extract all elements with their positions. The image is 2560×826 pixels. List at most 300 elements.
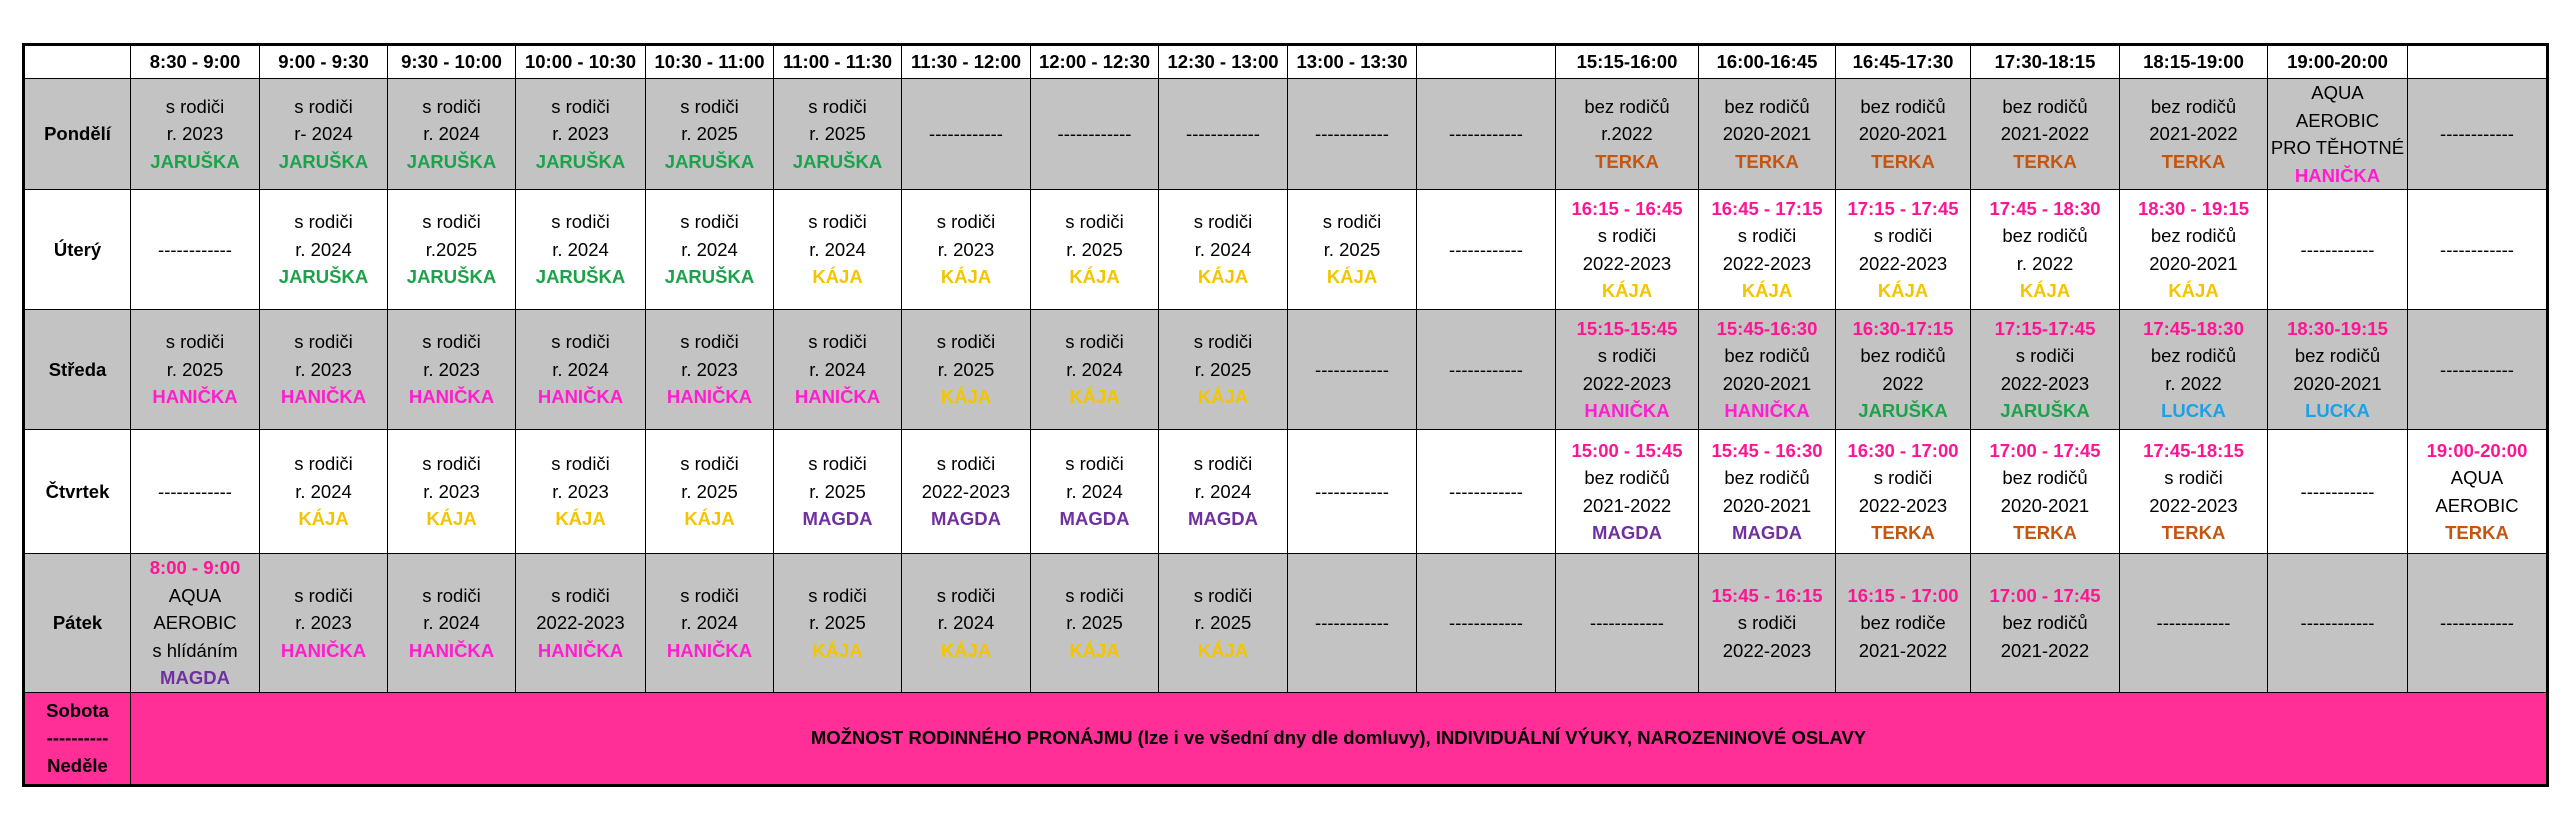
lesson-text: bez rodičů bbox=[1584, 467, 1670, 488]
lesson-text: s rodiči bbox=[808, 331, 867, 353]
lesson-time: 16:30-17:15 bbox=[1852, 317, 1954, 339]
lesson-cell bbox=[388, 79, 516, 190]
time-slot-header: 12:00 - 12:30 bbox=[1031, 45, 1159, 79]
instructor-name: HANIČKA bbox=[2294, 164, 2381, 186]
lesson-cell bbox=[516, 190, 646, 310]
lesson-text: r. 2025 bbox=[809, 123, 866, 145]
lesson-cell bbox=[2268, 79, 2408, 190]
lesson-cell bbox=[1971, 310, 2120, 430]
day-label: Středa bbox=[24, 310, 131, 430]
lesson-text: 2022-2023 bbox=[1582, 372, 1672, 394]
lesson-text: 2022-2023 bbox=[1722, 252, 1812, 274]
lesson-text: s rodiči bbox=[422, 95, 481, 117]
instructor-name: HANIČKA bbox=[1584, 400, 1670, 421]
instructor-name: TERKA bbox=[2013, 150, 2077, 172]
lesson-cell bbox=[260, 430, 388, 554]
lesson-cell bbox=[131, 430, 260, 554]
lesson-text: AQUA bbox=[2311, 82, 2364, 103]
lesson-time: 16:45 - 17:15 bbox=[1711, 197, 1823, 219]
lesson-cell bbox=[2120, 79, 2268, 190]
time-header-row bbox=[24, 45, 2548, 79]
lesson-cell bbox=[2268, 190, 2408, 310]
day-row bbox=[24, 430, 2548, 554]
lesson-text: s rodiči bbox=[1065, 453, 1124, 475]
instructor-name: KÁJA bbox=[1197, 386, 1249, 408]
day-label: Čtvrtek bbox=[24, 430, 131, 554]
time-slot-header: 9:00 - 9:30 bbox=[260, 45, 388, 79]
lesson-cell bbox=[1699, 430, 1836, 554]
lesson-text: ------------ bbox=[1449, 612, 1523, 633]
lesson-cell bbox=[1417, 554, 1556, 693]
lesson-time: 17:45 - 18:30 bbox=[1989, 197, 2101, 219]
lesson-cell bbox=[516, 430, 646, 554]
lesson-text: 2020-2021 bbox=[1722, 372, 1812, 394]
lesson-text: r. 2025 bbox=[1066, 238, 1123, 260]
lesson-text: s rodiči bbox=[165, 95, 225, 117]
lesson-time: 15:45 - 16:30 bbox=[1711, 439, 1823, 461]
lesson-cell bbox=[1971, 430, 2120, 554]
lesson-text: 2022-2023 bbox=[2000, 372, 2090, 394]
lesson-time: 16:15 - 16:45 bbox=[1571, 197, 1683, 219]
lesson-cell bbox=[1836, 554, 1971, 693]
lesson-cell bbox=[516, 310, 646, 430]
lesson-text: r. 2022 bbox=[2016, 252, 2074, 274]
lesson-cell bbox=[1031, 554, 1159, 693]
instructor-name: KÁJA bbox=[812, 639, 863, 661]
day-label: Pátek bbox=[24, 554, 131, 693]
lesson-text: s rodiči bbox=[936, 211, 996, 233]
lesson-text: bez rodičů bbox=[2150, 95, 2237, 117]
lesson-text: 2020-2021 bbox=[1722, 123, 1812, 145]
lesson-time: 19:00-20:00 bbox=[2426, 439, 2528, 461]
lesson-cell bbox=[1556, 554, 1699, 693]
day-row bbox=[24, 310, 2548, 430]
lesson-text: r. 2024 bbox=[809, 238, 866, 260]
lesson-text: ------------ bbox=[1057, 123, 1132, 145]
lesson-text: PRO TĚHOTNÉ bbox=[2270, 137, 2405, 158]
lesson-text: bez rodičů bbox=[2150, 225, 2237, 246]
lesson-cell bbox=[1699, 310, 1836, 430]
day-row bbox=[24, 554, 2548, 693]
lesson-cell bbox=[1836, 430, 1971, 554]
lesson-cell bbox=[774, 430, 902, 554]
lesson-cell bbox=[2120, 310, 2268, 430]
lesson-time: 16:15 - 17:00 bbox=[1847, 584, 1959, 606]
instructor-name: JARUŠKA bbox=[406, 150, 497, 172]
lesson-text: AEROBIC bbox=[2435, 494, 2519, 516]
lesson-text: ------------ bbox=[1449, 123, 1523, 145]
lesson-text: ------------ bbox=[1186, 123, 1260, 145]
day-row bbox=[24, 79, 2548, 190]
lesson-cell bbox=[131, 554, 260, 693]
lesson-cell bbox=[2408, 79, 2548, 190]
time-slot-header: 11:30 - 12:00 bbox=[902, 45, 1031, 79]
lesson-text: s rodiči bbox=[808, 95, 867, 117]
weekend-message: MOŽNOST RODINNÉHO PRONÁJMU (lze i ve všední dny dle domluvy), INDIVIDUÁLNÍ VÝUKY, NAROZENINOVÉ OSLAVY bbox=[131, 692, 2548, 785]
lesson-cell bbox=[1288, 430, 1417, 554]
instructor-name: HANIČKA bbox=[408, 639, 495, 661]
instructor-name: MAGDA bbox=[802, 508, 873, 530]
lesson-text: ------------ bbox=[1449, 480, 1523, 502]
lesson-cell bbox=[131, 79, 260, 190]
time-slot-header: 10:30 - 11:00 bbox=[646, 45, 774, 79]
lesson-time: 17:15 - 17:45 bbox=[1847, 197, 1959, 219]
instructor-name: TERKA bbox=[2161, 150, 2226, 172]
instructor-name: HANIČKA bbox=[666, 639, 753, 661]
instructor-name: TERKA bbox=[1595, 150, 1659, 172]
lesson-cell bbox=[131, 190, 260, 310]
lesson-cell bbox=[260, 190, 388, 310]
time-slot-header: 9:30 - 10:00 bbox=[388, 45, 516, 79]
time-slot-header bbox=[24, 45, 131, 79]
lesson-cell bbox=[902, 310, 1031, 430]
lesson-text: s rodiči bbox=[1193, 331, 1253, 353]
instructor-name: KÁJA bbox=[1741, 280, 1793, 301]
instructor-name: JARUŠKA bbox=[2000, 400, 2090, 421]
lesson-cell bbox=[1556, 310, 1699, 430]
instructor-name: KÁJA bbox=[2168, 280, 2219, 301]
instructor-name: TERKA bbox=[1735, 150, 1799, 172]
lesson-cell bbox=[902, 79, 1031, 190]
lesson-text: s rodiči bbox=[1193, 584, 1253, 606]
day-label: Pondělí bbox=[24, 79, 131, 190]
lesson-text: s rodiči bbox=[1873, 467, 1933, 488]
lesson-text: r. 2024 bbox=[1194, 238, 1252, 260]
time-slot-header: 18:15-19:00 bbox=[2120, 45, 2268, 79]
lesson-cell bbox=[774, 190, 902, 310]
lesson-text: 2020-2021 bbox=[1722, 494, 1812, 516]
lesson-text: ------------ bbox=[1315, 612, 1389, 633]
time-slot-header: 11:00 - 11:30 bbox=[774, 45, 902, 79]
instructor-name: TERKA bbox=[2161, 522, 2226, 543]
instructor-name: JARUŠKA bbox=[535, 266, 626, 288]
lesson-cell bbox=[774, 310, 902, 430]
time-slot-header bbox=[1417, 45, 1556, 79]
lesson-text: s rodiči bbox=[808, 584, 867, 606]
instructor-name: KÁJA bbox=[1197, 266, 1249, 288]
time-slot-header: 16:00-16:45 bbox=[1699, 45, 1836, 79]
lesson-cell bbox=[1556, 190, 1699, 310]
instructor-name: HANIČKA bbox=[666, 386, 753, 408]
lesson-text: r. 2023 bbox=[166, 123, 224, 145]
lesson-text: s rodiči bbox=[680, 453, 739, 475]
instructor-name: KÁJA bbox=[940, 639, 992, 661]
lesson-cell bbox=[1699, 190, 1836, 310]
lesson-cell bbox=[2120, 430, 2268, 554]
lesson-text: ------------ bbox=[1315, 123, 1389, 145]
lesson-cell bbox=[1417, 310, 1556, 430]
lesson-text: r. 2024 bbox=[552, 238, 609, 260]
instructor-name: HANIČKA bbox=[280, 639, 367, 661]
lesson-text: s rodiči bbox=[1597, 345, 1657, 366]
instructor-name: KÁJA bbox=[940, 386, 992, 408]
lesson-text: 2022-2023 bbox=[536, 612, 625, 633]
weekend-day-text: Neděle bbox=[47, 754, 108, 776]
lesson-text: bez rodičů bbox=[2150, 345, 2237, 366]
lesson-text: bez rodičů bbox=[1724, 467, 1810, 488]
lesson-text: r. 2025 bbox=[681, 480, 738, 502]
lesson-text: r. 2025 bbox=[1323, 238, 1381, 260]
lesson-cell bbox=[2268, 554, 2408, 693]
lesson-text: s rodiči bbox=[422, 331, 481, 353]
instructor-name: MAGDA bbox=[1188, 508, 1258, 530]
lesson-cell bbox=[646, 79, 774, 190]
time-slot-header: 8:30 - 9:00 bbox=[131, 45, 260, 79]
instructor-name: HANIČKA bbox=[280, 386, 367, 408]
instructor-name: KÁJA bbox=[1197, 639, 1249, 661]
lesson-text: 2021-2022 bbox=[1582, 494, 1672, 516]
lesson-cell bbox=[1699, 79, 1836, 190]
lesson-cell bbox=[2120, 190, 2268, 310]
lesson-cell bbox=[388, 310, 516, 430]
lesson-cell bbox=[2268, 310, 2408, 430]
lesson-text: r. 2023 bbox=[552, 480, 609, 502]
instructor-name: KÁJA bbox=[555, 508, 606, 530]
instructor-name: JARUŠKA bbox=[278, 150, 369, 172]
lesson-text: bez rodičů bbox=[1584, 95, 1670, 117]
lesson-text: r. 2024 bbox=[295, 238, 352, 260]
lesson-text: s rodiči bbox=[1322, 211, 1382, 233]
time-slot-header: 10:00 - 10:30 bbox=[516, 45, 646, 79]
lesson-cell bbox=[1031, 430, 1159, 554]
lesson-text: s rodiči bbox=[680, 584, 739, 606]
instructor-name: JARUŠKA bbox=[1858, 400, 1948, 421]
lesson-cell bbox=[2408, 554, 2548, 693]
lesson-cell bbox=[774, 554, 902, 693]
lesson-time: 18:30 - 19:15 bbox=[2137, 197, 2250, 219]
instructor-name: KÁJA bbox=[298, 508, 349, 530]
lesson-text: r. 2022 bbox=[2165, 372, 2222, 394]
lesson-cell bbox=[1836, 310, 1971, 430]
lesson-text: r. 2024 bbox=[423, 123, 480, 145]
lesson-time: 17:45-18:15 bbox=[2143, 439, 2244, 461]
lesson-text: r. 2024 bbox=[1066, 480, 1123, 502]
lesson-text: 2021-2022 bbox=[2000, 123, 2090, 145]
lesson-text: s rodiči bbox=[2164, 467, 2223, 488]
lesson-cell bbox=[1836, 79, 1971, 190]
lesson-cell bbox=[1159, 430, 1288, 554]
lesson-text: s rodiči bbox=[1065, 331, 1124, 353]
instructor-name: HANIČKA bbox=[537, 386, 624, 408]
lesson-cell bbox=[1971, 554, 2120, 693]
schedule-table bbox=[22, 43, 2549, 787]
lesson-text: r. 2023 bbox=[295, 612, 352, 633]
lesson-cell bbox=[1031, 310, 1159, 430]
schedule-body bbox=[24, 45, 2548, 786]
lesson-cell bbox=[774, 79, 902, 190]
lesson-text: r.2022 bbox=[1601, 123, 1653, 145]
lesson-text: ------------ bbox=[2156, 612, 2231, 633]
lesson-text: r. 2025 bbox=[1066, 612, 1123, 633]
instructor-name: MAGDA bbox=[931, 508, 1001, 530]
lesson-text: s rodiči bbox=[2015, 345, 2075, 366]
lesson-cell bbox=[1288, 190, 1417, 310]
lesson-text: r- 2024 bbox=[294, 123, 353, 145]
lesson-time: 15:00 - 15:45 bbox=[1571, 439, 1683, 461]
lesson-text: ------------ bbox=[158, 238, 232, 260]
lesson-text: bez rodičů bbox=[2002, 612, 2088, 633]
lesson-cell bbox=[131, 310, 260, 430]
lesson-text: 2020-2021 bbox=[2000, 494, 2090, 516]
lesson-text: 2022-2023 bbox=[1582, 252, 1672, 274]
instructor-name: JARUŠKA bbox=[664, 150, 755, 172]
lesson-text: s rodiči bbox=[1597, 225, 1657, 246]
lesson-text: r. 2025 bbox=[166, 358, 224, 380]
instructor-name: TERKA bbox=[2445, 522, 2509, 543]
lesson-text: ------------ bbox=[1449, 238, 1523, 260]
instructor-name: HANIČKA bbox=[537, 639, 624, 661]
lesson-text: 2021-2022 bbox=[2149, 123, 2238, 145]
lesson-text: ------------ bbox=[2440, 238, 2514, 260]
lesson-text: r. 2023 bbox=[681, 358, 738, 380]
lesson-cell bbox=[388, 190, 516, 310]
instructor-name: KÁJA bbox=[684, 508, 735, 530]
lesson-text: s rodiči bbox=[1873, 225, 1933, 246]
instructor-name: TERKA bbox=[1871, 522, 1935, 543]
lesson-text: s rodiči bbox=[422, 211, 481, 233]
lesson-text: s rodiči bbox=[1193, 211, 1253, 233]
lesson-text: s rodiči bbox=[294, 584, 353, 606]
lesson-time: 16:30 - 17:00 bbox=[1847, 439, 1959, 461]
lesson-text: r. 2024 bbox=[1066, 358, 1123, 380]
lesson-text: s rodiči bbox=[294, 211, 353, 233]
lesson-time: 15:45 - 16:15 bbox=[1711, 584, 1823, 606]
lesson-cell bbox=[1971, 190, 2120, 310]
lesson-text: ------------ bbox=[2300, 612, 2375, 633]
lesson-text: s rodiči bbox=[294, 453, 353, 475]
lesson-text: s rodiči bbox=[808, 211, 867, 233]
instructor-name: KÁJA bbox=[1069, 266, 1120, 288]
lesson-cell bbox=[1031, 79, 1159, 190]
lesson-text: bez rodičů bbox=[2002, 95, 2088, 117]
time-slot-header: 19:00-20:00 bbox=[2268, 45, 2408, 79]
lesson-cell bbox=[646, 190, 774, 310]
instructor-name: LUCKA bbox=[2161, 400, 2226, 421]
lesson-text: ------------ bbox=[1590, 612, 1664, 633]
lesson-text: r. 2024 bbox=[809, 358, 866, 380]
instructor-name: TERKA bbox=[1871, 150, 1935, 172]
lesson-cell bbox=[1288, 310, 1417, 430]
instructor-name: KÁJA bbox=[812, 266, 863, 288]
lesson-text: 2022-2023 bbox=[1858, 494, 1948, 516]
lesson-time: 18:30-19:15 bbox=[2287, 317, 2388, 339]
instructor-name: MAGDA bbox=[1592, 522, 1662, 543]
lesson-cell bbox=[1556, 430, 1699, 554]
lesson-text: s rodiči bbox=[551, 331, 610, 353]
lesson-text: s rodiči bbox=[422, 453, 481, 475]
lesson-text: s rodiči bbox=[294, 331, 353, 353]
lesson-text: r. 2024 bbox=[681, 238, 738, 260]
time-slot-header: 13:00 - 13:30 bbox=[1288, 45, 1417, 79]
lesson-text: s rodiči bbox=[1065, 211, 1124, 233]
lesson-text: ------------ bbox=[1449, 358, 1523, 380]
lesson-time: 17:00 - 17:45 bbox=[1989, 439, 2101, 461]
time-slot-header bbox=[2408, 45, 2548, 79]
lesson-text: r. 2024 bbox=[937, 612, 995, 633]
instructor-name: TERKA bbox=[2013, 522, 2077, 543]
lesson-text: r. 2025 bbox=[1194, 358, 1252, 380]
lesson-text: AEROBIC bbox=[153, 612, 237, 633]
time-slot-header: 17:30-18:15 bbox=[1971, 45, 2120, 79]
lesson-cell bbox=[516, 79, 646, 190]
lesson-text: 2022 bbox=[1882, 372, 1924, 394]
lesson-time: 17:00 - 17:45 bbox=[1989, 584, 2101, 606]
lesson-text: AEROBIC bbox=[2295, 109, 2380, 131]
lesson-text: s rodiči bbox=[680, 331, 739, 353]
lesson-text: ------------ bbox=[2440, 123, 2514, 145]
lesson-text: r. 2023 bbox=[423, 358, 480, 380]
lesson-text: r. 2025 bbox=[681, 123, 738, 145]
lesson-cell bbox=[260, 554, 388, 693]
lesson-text: 2022-2023 bbox=[2149, 494, 2238, 516]
weekend-row bbox=[24, 692, 2548, 785]
lesson-time: 17:15-17:45 bbox=[1994, 317, 2096, 339]
time-slot-header: 16:45-17:30 bbox=[1836, 45, 1971, 79]
lesson-cell bbox=[1971, 79, 2120, 190]
lesson-text: 2020-2021 bbox=[2293, 372, 2382, 394]
lesson-text: ------------ bbox=[2300, 238, 2375, 260]
lesson-time: 15:15-15:45 bbox=[1576, 317, 1678, 339]
lesson-text: AQUA bbox=[2450, 467, 2504, 488]
lesson-text: s rodiči bbox=[294, 95, 353, 117]
lesson-cell bbox=[2268, 430, 2408, 554]
lesson-text: r. 2024 bbox=[295, 480, 352, 502]
day-label: Úterý bbox=[24, 190, 131, 310]
lesson-text: bez rodiče bbox=[1860, 612, 1946, 633]
lesson-text: s rodiči bbox=[936, 331, 996, 353]
lesson-text: bez rodičů bbox=[1724, 345, 1810, 366]
lesson-time: 17:45-18:30 bbox=[2143, 317, 2244, 339]
lesson-cell bbox=[1417, 430, 1556, 554]
lesson-text: bez rodičů bbox=[1860, 95, 1946, 117]
lesson-text: r. 2024 bbox=[423, 612, 480, 633]
lesson-cell bbox=[388, 430, 516, 554]
instructor-name: KÁJA bbox=[1601, 280, 1653, 301]
lesson-text: r. 2023 bbox=[423, 480, 480, 502]
lesson-text: s rodiči bbox=[1737, 612, 1797, 633]
lesson-cell bbox=[902, 190, 1031, 310]
lesson-text: 2021-2022 bbox=[2000, 639, 2090, 661]
lesson-text: s rodiči bbox=[551, 584, 610, 606]
lesson-cell bbox=[1699, 554, 1836, 693]
lesson-text: s rodiči bbox=[551, 95, 610, 117]
lesson-cell bbox=[1159, 554, 1288, 693]
lesson-cell bbox=[646, 310, 774, 430]
lesson-cell bbox=[1417, 79, 1556, 190]
instructor-name: KÁJA bbox=[1326, 266, 1378, 288]
lesson-text: s rodiči bbox=[808, 453, 867, 475]
lesson-text: r. 2023 bbox=[295, 358, 352, 380]
lesson-text: s rodiči bbox=[165, 331, 225, 353]
day-row bbox=[24, 190, 2548, 310]
instructor-name: LUCKA bbox=[2305, 400, 2370, 421]
instructor-name: JARUŠKA bbox=[406, 266, 497, 288]
instructor-name: KÁJA bbox=[1877, 280, 1929, 301]
lesson-cell bbox=[1159, 79, 1288, 190]
lesson-text: AQUA bbox=[168, 584, 222, 606]
lesson-cell bbox=[516, 554, 646, 693]
instructor-name: JARUŠKA bbox=[150, 150, 240, 172]
instructor-name: HANIČKA bbox=[408, 386, 495, 408]
lesson-text: 2021-2022 bbox=[1858, 639, 1948, 661]
lesson-text: s rodiči bbox=[1193, 453, 1253, 475]
weekend-day-label bbox=[24, 692, 131, 785]
lesson-time: 15:45-16:30 bbox=[1716, 317, 1818, 339]
time-slot-header: 15:15-16:00 bbox=[1556, 45, 1699, 79]
lesson-text: s rodiči bbox=[422, 584, 481, 606]
instructor-name: MAGDA bbox=[160, 667, 230, 688]
lesson-text: bez rodičů bbox=[2294, 345, 2381, 366]
